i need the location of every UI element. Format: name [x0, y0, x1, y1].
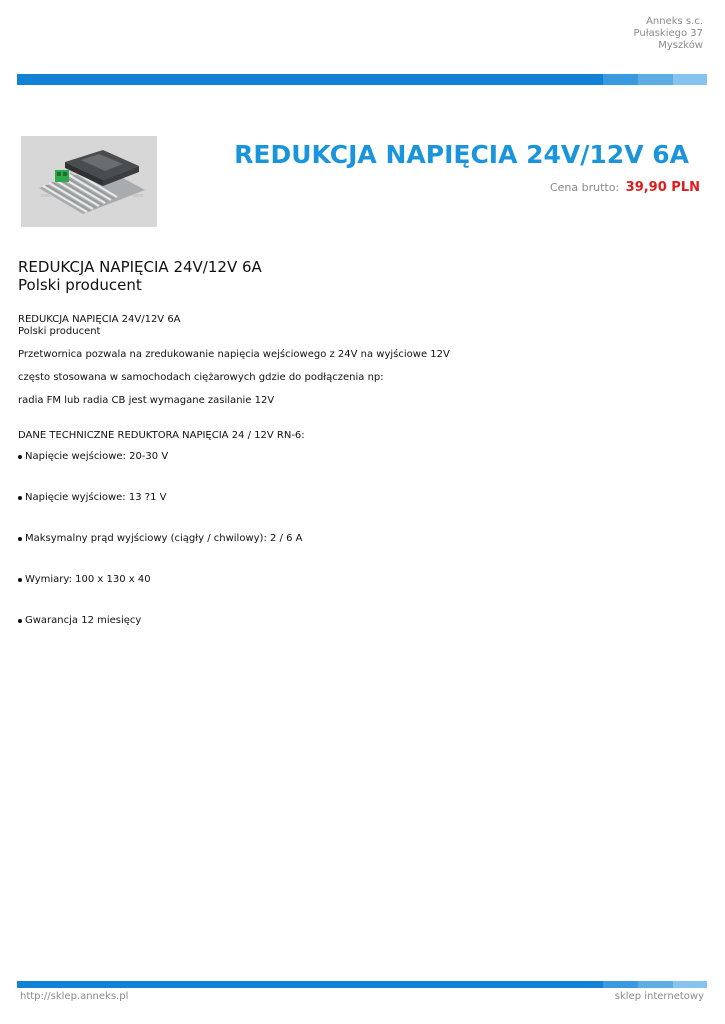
- description-paragraph: radia FM lub radia CB jest wymagane zasilanie 12V: [18, 395, 275, 406]
- spec-text: Wymiary: 100 x 130 x 40: [25, 574, 151, 585]
- company-name: Anneks s.c.: [646, 16, 703, 27]
- bullet-icon: [18, 496, 22, 500]
- price-label: Cena brutto:: [549, 181, 620, 194]
- description-paragraphs: [18, 349, 678, 407]
- bullet-icon: [18, 578, 22, 582]
- spec-text: Napięcie wejściowe: 20-30 V: [25, 451, 169, 462]
- spec-item: [18, 451, 678, 463]
- product-description: [18, 314, 678, 627]
- bullet-icon: [18, 537, 22, 541]
- subheading-line1: REDUKCJA NAPIĘCIA 24V/12V 6A: [18, 258, 262, 276]
- price-line: [550, 180, 700, 195]
- tech-specs-list: [18, 451, 678, 627]
- spec-text: Napięcie wyjściowe: 13 ?1 V: [25, 492, 167, 503]
- header-bar: [17, 74, 707, 85]
- spec-item: [18, 615, 678, 627]
- bullet-icon: [18, 619, 22, 623]
- price-value: 39,90 PLN: [625, 180, 700, 195]
- tech-specs-title: DANE TECHNICZNE REDUKTORA NAPIĘCIA 24 / 12V RN-6:: [18, 430, 305, 441]
- description-paragraph: często stosowana w samochodach ciężarowych gdzie do podłączenia np:: [18, 372, 384, 383]
- footer-label: sklep internetowy: [614, 991, 704, 1002]
- spec-item: [18, 492, 678, 504]
- footer-bar: [17, 981, 707, 988]
- description-line1: REDUKCJA NAPIĘCIA 24V/12V 6A: [18, 314, 181, 325]
- description-paragraph: Przetwornica pozwala na zredukowanie napięcia wejściowego z 24V na wyjściowe 12V: [18, 349, 450, 360]
- description-header: [18, 314, 678, 338]
- bullet-icon: [18, 455, 22, 459]
- footer-url-link[interactable]: http://sklep.anneks.pl: [20, 991, 129, 1002]
- company-street: Pułaskiego 37: [633, 28, 703, 39]
- spec-text: Gwarancja 12 miesięcy: [25, 615, 142, 626]
- product-subheading: [18, 258, 262, 294]
- description-line2: Polski producent: [18, 326, 101, 337]
- product-image: [21, 136, 157, 227]
- company-address: [634, 16, 703, 52]
- company-city: Myszków: [658, 40, 703, 51]
- spec-item: [18, 574, 678, 586]
- spec-item: [18, 533, 678, 545]
- spec-text: Maksymalny prąd wyjściowy (ciągły / chwilowy): 2 / 6 A: [25, 533, 303, 544]
- voltage-converter-icon: [21, 136, 157, 227]
- product-title: REDUKCJA NAPIĘCIA 24V/12V 6A: [234, 140, 689, 169]
- subheading-line2: Polski producent: [18, 276, 142, 294]
